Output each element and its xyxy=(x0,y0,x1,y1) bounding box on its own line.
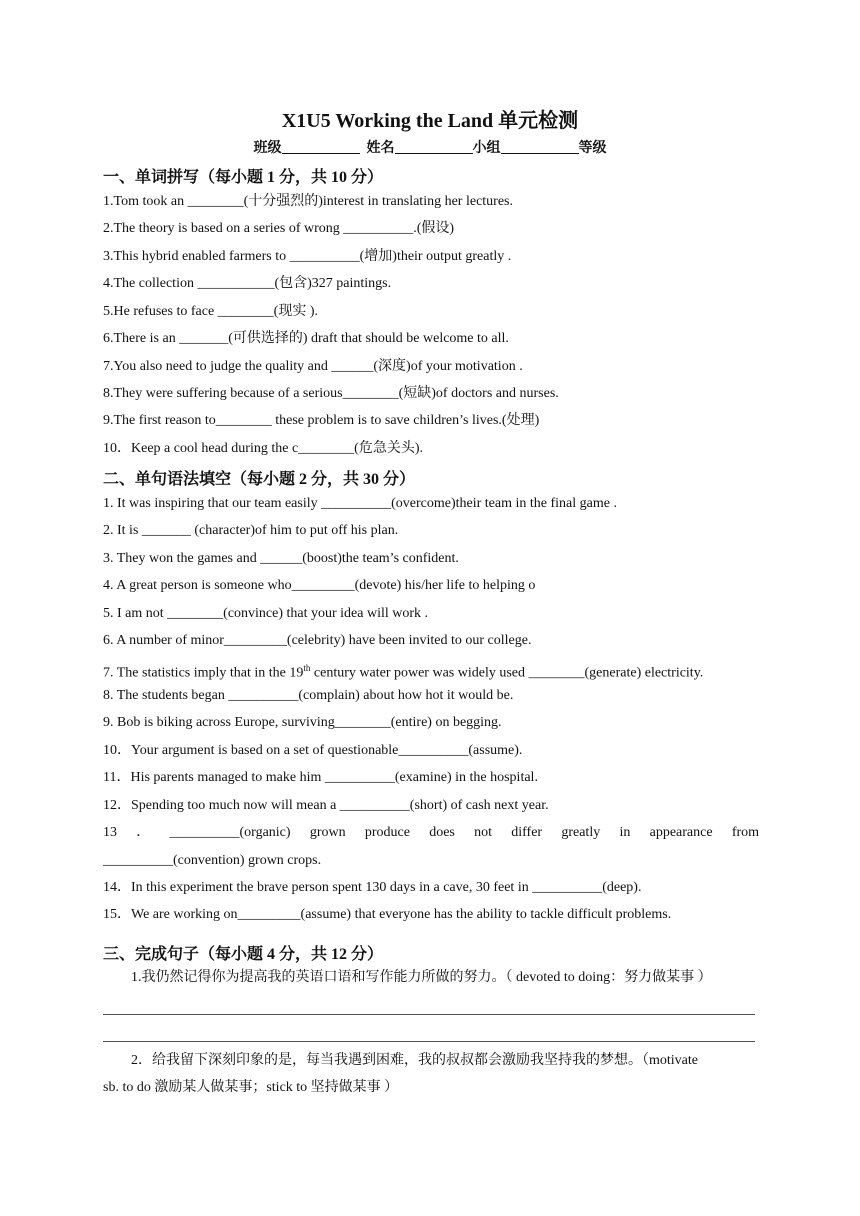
s2-13-w3: produce xyxy=(364,825,410,840)
s2-13-w2: grown xyxy=(309,825,346,840)
s2-item-8: 8. The students began __________(complain) about how hot it would be. xyxy=(103,688,514,703)
group-blank[interactable] xyxy=(501,139,579,154)
s2-item-6: 6. A number of minor_________(celebrity) have been invited to our college. xyxy=(103,633,532,648)
s1-item-5: 5.He refuses to face ________(现实 ). xyxy=(103,304,318,319)
s2-item-11: 11．His parents managed to make him __________(examine) in the hospital. xyxy=(103,770,538,785)
name-label: 姓名 xyxy=(366,141,395,156)
section-2-heading: 二、单句语法填空（每小题 2 分，共 30 分） xyxy=(103,471,416,488)
s2-item-13-line-2: __________(convention) grown crops. xyxy=(103,853,322,868)
s2-item-10: 10．Your argument is based on a set of questionable__________(assume). xyxy=(103,743,523,758)
s2-13-w7: greatly xyxy=(561,825,601,840)
s1-item-1: 1.Tom took an ________(十分强烈的)interest in translating her lectures. xyxy=(103,194,513,209)
section-1-heading: 一、单词拼写（每小题 1 分，共 10 分） xyxy=(103,169,384,186)
s2-item-4: 4. A great person is someone who_________(devote) his/her life to helping o xyxy=(103,578,536,593)
class-blank[interactable] xyxy=(282,139,360,154)
s1-item-2: 2.The theory is based on a series of wrong __________.(假设) xyxy=(103,221,455,236)
s1-item-6: 6.There is an _______(可供选择的) draft that should be welcome to all. xyxy=(103,331,509,346)
s3-question-2-line-2: sb. to do 激励某人做某事；stick to 坚持做某事 ） xyxy=(103,1080,399,1095)
section-3-heading: 三、完成句子（每小题 4 分，共 12 分） xyxy=(103,946,384,963)
s1-item-3: 3.This hybrid enabled farmers to __________(增加)their output greatly . xyxy=(103,249,512,264)
group-label: 小组 xyxy=(472,141,501,156)
s2-item-1: 1. It was inspiring that our team easily __________(overcome)their team in the final game . xyxy=(103,496,617,511)
s2-13-w6: differ xyxy=(511,825,543,840)
s3-q1-answer-line-1[interactable] xyxy=(103,1014,755,1015)
s1-item-8: 8.They were suffering because of a serious________(短缺)of doctors and nurses. xyxy=(103,386,559,401)
grade-label: 等级 xyxy=(578,141,607,156)
s2-13-w8: in xyxy=(619,825,631,840)
s2-item-12: 12．Spending too much now will mean a __________(short) of cash next year. xyxy=(103,798,549,813)
s1-item-7: 7.You also need to judge the quality and ______(深度)of your motivation . xyxy=(103,359,523,374)
page-title: X1U5 Working the Land 单元检测 xyxy=(281,110,579,132)
s2-13-w4: does xyxy=(429,825,455,840)
s2-13-w10: from xyxy=(731,825,760,840)
s2-13-w9: appearance xyxy=(649,825,713,840)
s2-13-num: 13 xyxy=(103,825,117,840)
s2-item-7-superscript: th xyxy=(303,663,311,673)
name-blank[interactable] xyxy=(395,139,473,154)
s2-item-9: 9. Bob is biking across Europe, surviving________(entire) on begging. xyxy=(103,715,502,730)
s2-item-7 xyxy=(103,659,703,683)
s2-item-15: 15．We are working on_________(assume) that everyone has the ability to tackle difficult problems. xyxy=(103,907,672,922)
s2-item-2: 2. It is _______ (character)of him to put off his plan. xyxy=(103,523,399,538)
s1-item-9: 9.The first reason to________ these problem is to save children’s lives.(处理) xyxy=(103,413,540,428)
s2-13-dot: ． xyxy=(136,825,151,840)
s3-q1-answer-line-2[interactable] xyxy=(103,1041,755,1042)
s2-item-13-line-1 xyxy=(103,824,759,842)
s3-question-1: 1.我仍然记得你为提高我的英语口语和写作能力所做的努力。（ devoted to doing：努力做某事 ） xyxy=(131,970,712,985)
s2-item-3: 3. They won the games and ______(boost)the team’s confident. xyxy=(103,551,459,566)
class-label: 班级 xyxy=(253,141,282,156)
s2-13-w1: __________(organic) xyxy=(169,825,291,840)
s2-13-w5: not xyxy=(474,825,492,840)
s2-item-7-part-b: century water power was widely used ________(generate) electricity. xyxy=(310,665,704,681)
s1-item-4: 4.The collection ___________(包含)327 paintings. xyxy=(103,276,392,291)
s2-item-5: 5. I am not ________(convince) that your idea will work . xyxy=(103,606,429,621)
s2-item-14: 14．In this experiment the brave person spent 130 days in a cave, 30 feet in __________(deep). xyxy=(103,880,642,895)
s2-item-7-part-a: 7. The statistics imply that in the 19 xyxy=(103,665,304,681)
student-info-line xyxy=(0,137,860,157)
s3-question-2-line-1: 2．给我留下深刻印象的是，每当我遇到困难，我的叔叔都会激励我坚持我的梦想。（motivate xyxy=(131,1053,698,1068)
s1-item-10: 10．Keep a cool head during the c________(危急关头). xyxy=(103,441,423,456)
